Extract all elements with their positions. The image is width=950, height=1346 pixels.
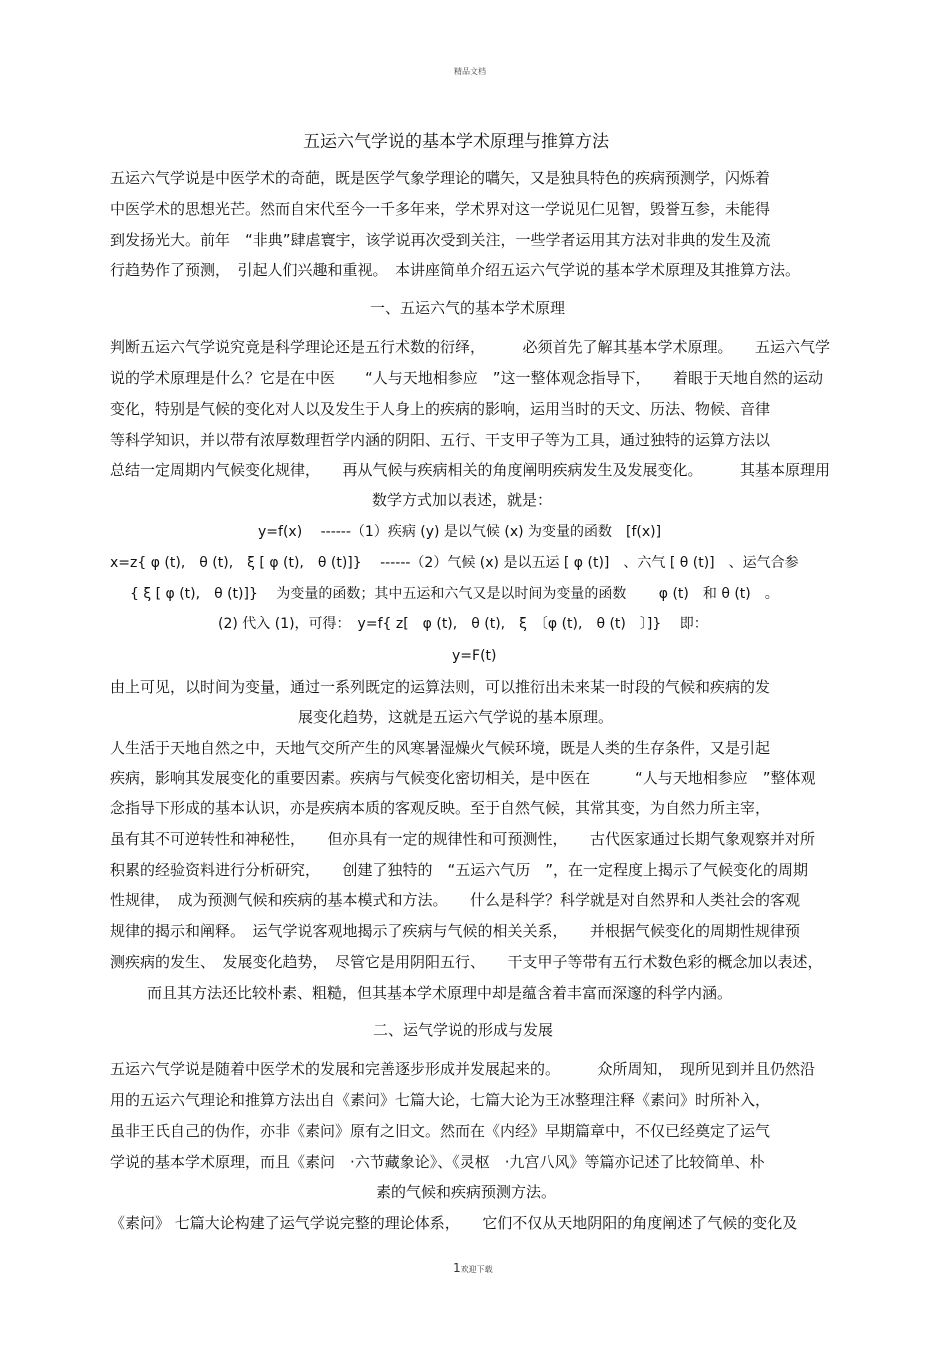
section2-line: 素的气候和疾病预测方法。 (376, 1183, 557, 1201)
document-title: 五运六气学说的基本学术原理与推算方法 (303, 132, 609, 152)
para2-line: 展变化趋势，这就是五运六气学说的基本原理。 (298, 708, 614, 726)
page-number: 1 (453, 1261, 461, 1275)
intro-line: 到发扬光大。前年 “非典”肆虐寰宇，该学说再次受到关注，一些学者运用其方法对非典的发生及流 (110, 231, 771, 249)
section2-line: 虽非王氏自己的伪作，亦非《素问》原有之旧文。然而在《内经》早期篇章中，不仅已经奠定了运气 (110, 1122, 771, 1140)
para3-line: 虽有其不可逆转性和神秘性， 但亦具有一定的规律性和可预测性， 古代医家通过长期气象观察并对所 (110, 830, 816, 848)
para3-line: 人生活于天地自然之中，天地气交所产生的风寒暑湿燥火气候环境，既是人类的生存条件，又是引起 (110, 739, 771, 757)
para3-line: 念指导下形成的基本认识，亦是疾病本质的客观反映。至于自然气候，其常其变，为自然力所主宰， (110, 799, 771, 817)
section1-line: 总结一定周期内气候变化规律， 再从气候与疾病相关的角度阐明疾病发生及发展变化。 其基本原理用 (110, 461, 831, 479)
formula-line: y=F(t) (452, 648, 497, 664)
formula-line: x=z{ φ (t), θ (t), ξ [ φ (t), θ (t)]} ------（2）气候 (x) 是以五运 [ φ (t)] 、六气 [ θ (t)] 、运气合参 (110, 555, 799, 571)
formula-line: (2) 代入 (1)，可得： y=f{ z[ φ (t), θ (t), ξ 〔φ (t), θ (t) 〕]} 即： (218, 616, 708, 632)
section2-line: 学说的基本学术原理，而且《素问 ·六节藏象论》、《灵枢 ·九宫八风》等篇亦记述了比较简单、朴 (110, 1153, 765, 1171)
para3-line: 规律的揭示和阐释。 运气学说客观地揭示了疾病与气候的相关关系， 并根据气候变化的周期性规律预 (110, 922, 801, 940)
intro-line: 行趋势作了预测， 引起人们兴趣和重视。 本讲座简单介绍五运六气学说的基本学术原理及其推算方法。 (110, 261, 801, 279)
section1-line: 判断五运六气学说究竟是科学理论还是五行术数的衍绎， 必须首先了解其基本学术原理。 五运六气学 (110, 338, 831, 356)
para2-line: 由上可见，以时间为变量，通过一系列既定的运算法则，可以推衍出未来某一时段的气候和疾病的发 (110, 678, 771, 696)
section-heading: 二、运气学说的形成与发展 (373, 1021, 554, 1039)
para3-line: 性规律， 成为预测气候和疾病的基本模式和方法。 什么是科学？科学就是对自然界和人类社会的客观 (110, 891, 801, 909)
section2-line: 用的五运六气理论和推算方法出自《素问》七篇大论，七篇大论为王冰整理注释《素问》时所补入， (110, 1091, 771, 1109)
para3-line: 而且其方法还比较朴素、粗糙，但其基本学术原理中却是蕴含着丰富而深邃的科学内涵。 (147, 984, 733, 1002)
formula-line: { ξ [ φ (t), θ (t)]} 为变量的函数；其中五运和六气又是以时间为变量的函数 φ (t) 和 θ (t) 。 (130, 586, 779, 602)
page-header: 精品文档 (454, 67, 486, 76)
footer-text: 欢迎下载 (460, 1265, 493, 1274)
para3-line: 疾病，影响其发展变化的重要因素。疾病与气候变化密切相关，是中医在 “人与天地相参应 ”整体观 (110, 769, 816, 787)
section1-line: 数学方式加以表述，就是： (372, 491, 553, 509)
section1-line: 等科学知识，并以带有浓厚数理哲学内涵的阴阳、五行、干支甲子等为工具，通过独特的运算方法以 (110, 431, 771, 449)
intro-line: 五运六气学说是中医学术的奇葩，既是医学气象学理论的嚆矢，又是独具特色的疾病预测学，闪烁着 (110, 169, 771, 187)
section-heading: 一、五运六气的基本学术原理 (370, 299, 566, 317)
formula-line: y=f(x) ------（1）疾病 (y) 是以气候 (x) 为变量的函数 [f(x)] (258, 524, 662, 540)
para3-line: 测疾病的发生、 发展变化趋势， 尽管它是用阴阳五行、 干支甲子等带有五行术数色彩的概念加以表述， (110, 953, 823, 971)
section2-line: 五运六气学说是随着中医学术的发展和完善逐步形成并发展起来的。 众所周知， 现所见到并且仍然沿 (110, 1060, 816, 1078)
intro-line: 中医学术的思想光芒。然而自宋代至今一千多年来，学术界对这一学说见仁见智，毁誉互参，未能得 (110, 200, 771, 218)
para3-line: 积累的经验资料进行分析研究， 创建了独特的 “五运六气历 ”，在一定程度上揭示了气候变化的周期 (110, 861, 809, 879)
page-footer (453, 1262, 493, 1276)
last-para-line: 《素问》 七篇大论构建了运气学说完整的理论体系， 它们不仅从天地阴阳的角度阐述了气候的变化及 (110, 1214, 798, 1232)
section1-line: 说的学术原理是什么？它是在中医 “人与天地相参应 ”这一整体观念指导下， 着眼于天地自然的运动 (110, 369, 824, 387)
section1-line: 变化，特别是气候的变化对人以及发生于人身上的疾病的影响，运用当时的天文、历法、物候、音律 (110, 400, 771, 418)
